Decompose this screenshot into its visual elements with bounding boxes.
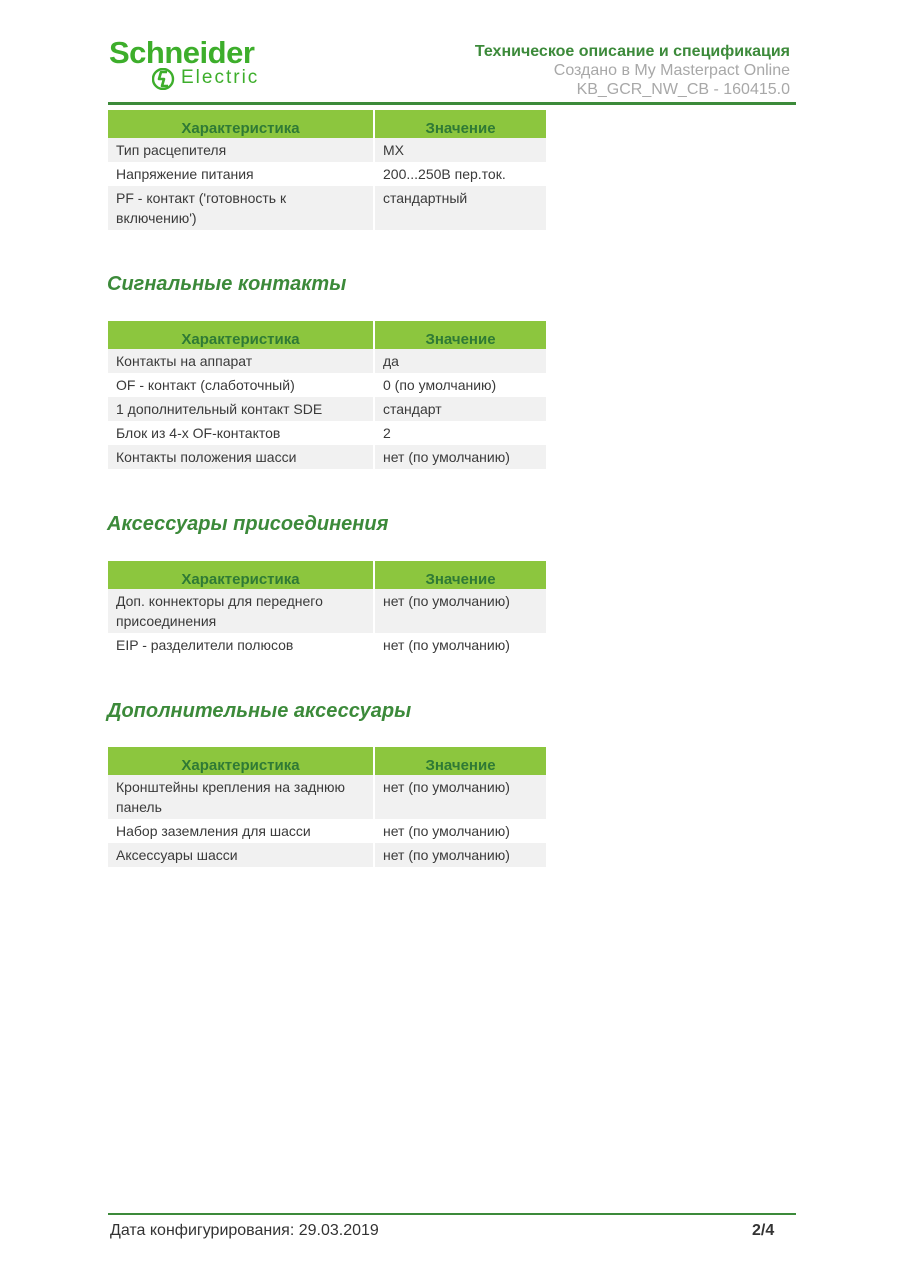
- table-row: [108, 373, 546, 397]
- table-row: [108, 633, 546, 657]
- row-characteristic: EIP - разделители полюсов: [108, 633, 375, 657]
- table-row: [108, 421, 546, 445]
- column-header-value: Значение: [375, 110, 546, 138]
- document-subtitle: Создано в My Masterpact Online: [553, 62, 790, 79]
- row-characteristic: Блок из 4-х OF-контактов: [108, 421, 375, 445]
- table-row: [108, 162, 546, 186]
- row-value: нет (по умолчанию): [375, 775, 546, 819]
- document-header: [475, 42, 790, 99]
- section-title-additional-accessories: Дополнительные аксессуары: [107, 700, 412, 722]
- table-header-row: [108, 561, 546, 589]
- logo-wordmark: Schneider: [109, 35, 255, 70]
- table-row: [108, 186, 546, 230]
- row-value: 0 (по умолчанию): [375, 373, 546, 397]
- row-characteristic: Напряжение питания: [108, 162, 375, 186]
- table-header-row: [108, 110, 546, 138]
- row-value: нет (по умолчанию): [375, 843, 546, 867]
- row-value: нет (по умолчанию): [375, 589, 546, 633]
- row-characteristic: PF - контакт ('готовность к включению'): [108, 186, 375, 230]
- row-characteristic: Аксессуары шасси: [108, 843, 375, 867]
- row-value: 200...250В пер.ток.: [375, 162, 546, 186]
- row-value: стандартный: [375, 186, 546, 230]
- row-characteristic: 1 дополнительный контакт SDE: [108, 397, 375, 421]
- column-header-characteristic: Характеристика: [108, 321, 375, 349]
- logo-subword: Electric: [181, 67, 260, 88]
- table-row: [108, 397, 546, 421]
- table-row: [108, 843, 546, 867]
- header-divider: [108, 102, 796, 105]
- row-characteristic: Доп. коннекторы для переднего присоединения: [108, 589, 375, 633]
- table-row: [108, 445, 546, 469]
- section-title-signal-contacts: Сигнальные контакты: [107, 273, 347, 295]
- spec-table-additional-accessories: [108, 747, 546, 867]
- row-value: MX: [375, 138, 546, 162]
- row-value: нет (по умолчанию): [375, 445, 546, 469]
- row-value: стандарт: [375, 397, 546, 421]
- column-header-value: Значение: [375, 747, 546, 775]
- table-row: [108, 138, 546, 162]
- document-code: KB_GCR_NW_CB - 160415.0: [576, 81, 790, 98]
- column-header-characteristic: Характеристика: [108, 110, 375, 138]
- column-header-characteristic: Характеристика: [108, 561, 375, 589]
- spec-table-release: [108, 110, 546, 230]
- row-characteristic: Тип расцепителя: [108, 138, 375, 162]
- table-row: [108, 775, 546, 819]
- row-characteristic: OF - контакт (слаботочный): [108, 373, 375, 397]
- table-row: [108, 349, 546, 373]
- spec-table-connection-accessories: [108, 561, 546, 657]
- table-row: [108, 589, 546, 633]
- row-value: 2: [375, 421, 546, 445]
- column-header-value: Значение: [375, 321, 546, 349]
- table-header-row: [108, 747, 546, 775]
- row-value: да: [375, 349, 546, 373]
- page-number: 2/4: [752, 1222, 775, 1239]
- column-header-characteristic: Характеристика: [108, 747, 375, 775]
- table-header-row: [108, 321, 546, 349]
- footer-divider: [108, 1213, 796, 1215]
- column-header-value: Значение: [375, 561, 546, 589]
- row-characteristic: Кронштейны крепления на заднюю панель: [108, 775, 375, 819]
- table-row: [108, 819, 546, 843]
- schneider-electric-logo: [109, 36, 289, 92]
- row-characteristic: Контакты положения шасси: [108, 445, 375, 469]
- section-title-connection-accessories: Аксессуары присоединения: [107, 513, 389, 535]
- configuration-date: Дата конфигурирования: 29.03.2019: [110, 1222, 379, 1239]
- row-characteristic: Контакты на аппарат: [108, 349, 375, 373]
- row-characteristic: Набор заземления для шасси: [108, 819, 375, 843]
- row-value: нет (по умолчанию): [375, 633, 546, 657]
- spec-table-signal-contacts: [108, 321, 546, 469]
- document-title: Техническое описание и спецификация: [474, 43, 790, 60]
- electric-symbol-icon: [152, 68, 178, 90]
- row-value: нет (по умолчанию): [375, 819, 546, 843]
